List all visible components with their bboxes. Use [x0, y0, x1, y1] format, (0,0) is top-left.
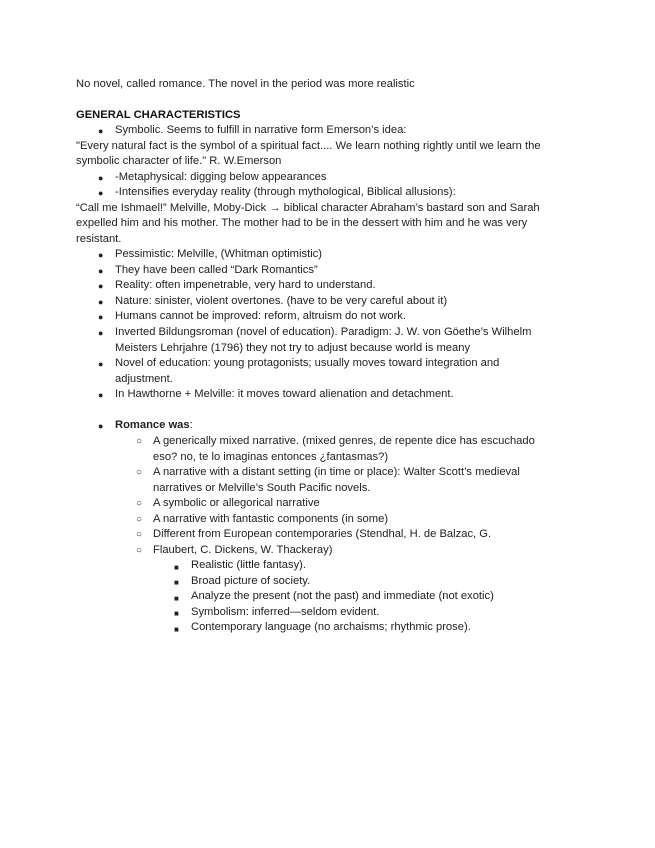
bullet-square-icon: ■ — [174, 625, 179, 634]
bullet-square-icon: ■ — [174, 578, 179, 587]
bullet-dot-icon: ● — [98, 250, 104, 260]
list-item: -Intensifies everyday reality (through mythological, Biblical allusions): — [115, 186, 456, 198]
list-item: Nature: sinister, violent overtones. (have to be very careful about it) — [115, 295, 448, 307]
bullet-circle-icon: ○ — [136, 467, 143, 478]
bullet-circle-icon: ○ — [136, 498, 143, 509]
sub-item: Broad picture of society. — [191, 575, 311, 587]
romance-item: A generically mixed narrative. (mixed genres, de repente dice has escuchado — [153, 435, 535, 447]
ishmael-text-line: resistant. — [76, 233, 122, 245]
romance-heading — [115, 418, 193, 433]
section-heading: GENERAL CHARACTERISTICS — [76, 109, 241, 121]
ishmael-text-line: expelled him and his mother. The mother had to be in the dessert with him and he was very — [76, 217, 528, 229]
bullet-dot-icon: ● — [98, 281, 104, 291]
bullet-dot-icon: ● — [98, 421, 104, 431]
sub-item: Contemporary language (no archaisms; rhythmic prose). — [191, 621, 471, 633]
list-item-continued: Meisters Lehrjahre (1796) they not try to adjust because world is meany — [115, 342, 471, 354]
sub-item: Symbolism: inferred—seldom evident. — [191, 606, 380, 618]
bullet-dot-icon: ● — [98, 173, 104, 183]
list-item: -Metaphysical: digging below appearances — [115, 171, 327, 183]
list-item-continued: adjustment. — [115, 373, 173, 385]
bullet-dot-icon: ● — [98, 188, 104, 198]
romance-item: Flaubert, C. Dickens, W. Thackeray) — [153, 544, 333, 556]
bullet-dot-icon: ● — [98, 390, 104, 400]
emerson-quote-line: symbolic character of life." R. W.Emerson — [76, 155, 282, 167]
bullet-dot-icon: ● — [98, 126, 104, 136]
romance-item: A symbolic or allegorical narrative — [153, 497, 320, 509]
romance-colon: : — [189, 419, 193, 431]
intro-text: No novel, called romance. The novel in the period was more realistic — [76, 78, 415, 90]
bullet-circle-icon: ○ — [136, 529, 143, 540]
sub-item: Realistic (little fantasy). — [191, 559, 307, 571]
ishmael-text-line: “Call me Ishmael!” Melville, Moby-Dick → biblical character Abraham’s bastard son and Sarah — [76, 202, 540, 214]
list-item: Pessimistic: Melville, (Whitman optimistic) — [115, 248, 322, 260]
romance-item: A narrative with fantastic components (in some) — [153, 513, 389, 525]
romance-item-continued: narratives or Melville’s South Pacific novels. — [153, 482, 371, 494]
bullet-dot-icon: ● — [98, 312, 104, 322]
romance-label: Romance was — [115, 419, 190, 431]
bullet-square-icon: ■ — [174, 594, 179, 603]
list-item: Reality: often impenetrable, very hard to understand. — [115, 279, 376, 291]
list-item: Inverted Bildungsroman (novel of education). Paradigm: J. W. von Göethe’s Wilhelm — [115, 326, 532, 338]
list-item: Novel of education: young protagonists; usually moves toward integration and — [115, 357, 500, 369]
bullet-dot-icon: ● — [98, 359, 104, 369]
bullet-dot-icon: ● — [98, 297, 104, 307]
sub-item: Analyze the present (not the past) and immediate (not exotic) — [191, 590, 494, 602]
list-item: In Hawthorne + Melville: it moves toward alienation and detachment. — [115, 388, 454, 400]
list-item: Symbolic. Seems to fulfill in narrative form Emerson’s idea: — [115, 124, 407, 136]
bullet-circle-icon: ○ — [136, 514, 143, 525]
bullet-square-icon: ■ — [174, 563, 179, 572]
bullet-circle-icon: ○ — [136, 545, 143, 556]
bullet-dot-icon: ● — [98, 328, 104, 338]
bullet-square-icon: ■ — [174, 609, 179, 618]
bullet-dot-icon: ● — [98, 266, 104, 276]
list-item: Humans cannot be improved: reform, altruism do not work. — [115, 310, 406, 322]
list-item: They have been called “Dark Romantics” — [115, 264, 318, 276]
romance-item-continued: eso? no, te lo imaginas entonces ¿fantasmas?) — [153, 451, 389, 463]
romance-item: Different from European contemporaries (Stendhal, H. de Balzac, G. — [153, 528, 492, 540]
emerson-quote-line: "Every natural fact is the symbol of a spiritual fact.... We learn nothing rightly until we learn the — [76, 140, 541, 152]
bullet-circle-icon: ○ — [136, 436, 143, 447]
romance-item: A narrative with a distant setting (in time or place): Walter Scott’s medieval — [153, 466, 520, 478]
